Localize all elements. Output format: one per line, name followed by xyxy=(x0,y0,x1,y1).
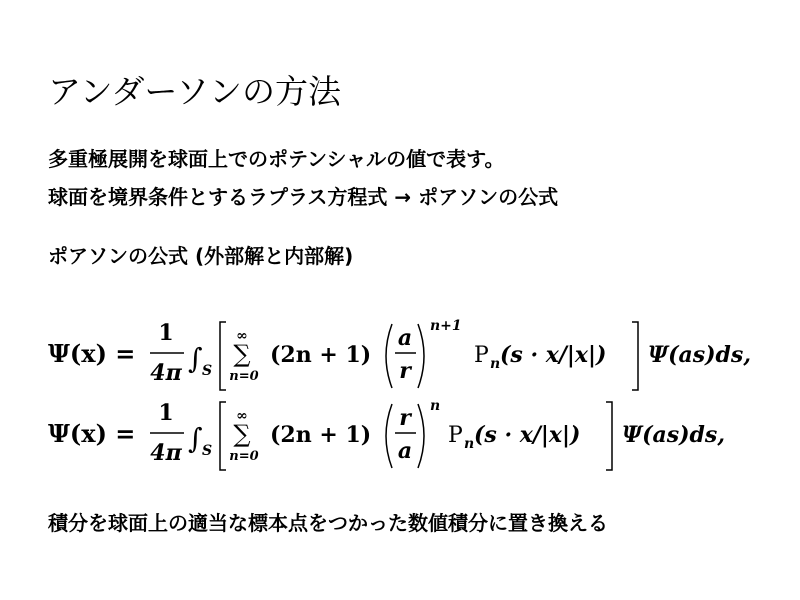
text-line-poisson: ポアソンの公式 (外部解と内部解) xyxy=(48,244,354,268)
eq1-coef: (2n + 1) xyxy=(270,342,372,368)
eq2-right-paren xyxy=(418,404,424,468)
eq1-legendre-arg: (s · x/|x|) xyxy=(500,342,607,368)
eq1-integral-sub: S xyxy=(202,363,213,379)
equation-exterior xyxy=(48,318,751,390)
eq2-right-bracket xyxy=(606,402,612,470)
eq2-ratio-num: r xyxy=(399,405,411,431)
eq1-lhs: Ψ(x) = xyxy=(48,339,136,368)
eq1-sum-bottom: n=0 xyxy=(229,369,259,384)
eq1-legendre: P xyxy=(474,343,489,368)
text-line-numerical-integration: 積分を球面上の適当な標本点をつかった数値積分に置き換える xyxy=(48,511,608,535)
eq1-legendre-sub: n xyxy=(490,356,501,372)
eq1-tail: Ψ(as)ds, xyxy=(648,342,751,368)
eq1-exponent: n+1 xyxy=(430,318,462,334)
eq1-right-bracket xyxy=(632,322,638,390)
eq2-tail: Ψ(as)ds, xyxy=(622,422,725,448)
eq2-frac-num: 1 xyxy=(158,400,174,426)
eq1-ratio-den: r xyxy=(399,358,411,384)
eq2-integral-icon: ∫ xyxy=(188,422,203,455)
equation-interior xyxy=(48,398,725,470)
text-line-boundary: 球面を境界条件とするラプラス方程式 → ポアソンの公式 xyxy=(48,185,559,209)
poisson-formulas xyxy=(0,300,800,480)
eq2-coef: (2n + 1) xyxy=(270,422,372,448)
text-line-multipole: 多重極展開を球面上でのポテンシャルの値で表す。 xyxy=(48,147,505,171)
eq1-frac-num: 1 xyxy=(158,320,174,346)
eq2-sum-icon: ∑ xyxy=(233,420,251,448)
eq1-sum-icon: ∑ xyxy=(233,340,251,368)
eq1-frac-den: 4π xyxy=(150,360,182,386)
eq1-right-paren xyxy=(418,324,424,388)
eq1-integral-icon: ∫ xyxy=(188,342,203,375)
eq2-legendre: P xyxy=(448,423,463,448)
eq1-left-paren xyxy=(386,324,392,388)
eq2-left-paren xyxy=(386,404,392,468)
eq2-sum-bottom: n=0 xyxy=(229,449,259,464)
eq2-sum-top: ∞ xyxy=(236,408,248,424)
eq1-sum-top: ∞ xyxy=(236,328,248,344)
eq2-ratio-den: a xyxy=(397,438,413,464)
slide-title: アンダーソンの方法 xyxy=(48,72,342,111)
eq2-legendre-arg: (s · x/|x|) xyxy=(474,422,581,448)
eq2-left-bracket xyxy=(220,402,226,470)
eq1-ratio-num: a xyxy=(397,325,413,351)
eq2-lhs: Ψ(x) = xyxy=(48,419,136,448)
eq2-integral-sub: S xyxy=(202,443,213,459)
eq2-legendre-sub: n xyxy=(464,436,475,452)
eq2-exponent: n xyxy=(430,398,441,414)
eq1-left-bracket xyxy=(220,322,226,390)
eq2-frac-den: 4π xyxy=(150,440,182,466)
